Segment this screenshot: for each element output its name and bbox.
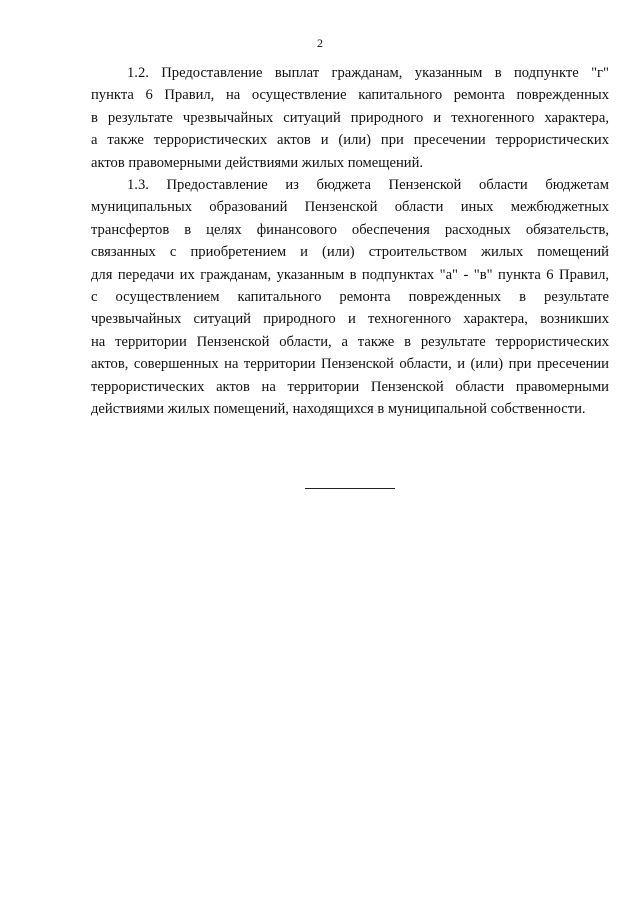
page-number: 2 (317, 36, 323, 50)
text-line: с осуществлением капитального ремонта поврежденных в результате (91, 289, 609, 306)
text-line: 1.3. Предоставление из бюджета Пензенской области бюджетам (127, 177, 609, 194)
text-line: актов, совершенных на территории Пензенской области, и (или) при пресечении (91, 356, 609, 373)
text-line: муниципальных образований Пензенской области иных межбюджетных (91, 199, 609, 216)
text-line: для передачи их гражданам, указанным в подпунктах "а" - "в" пункта 6 Правил, (91, 266, 609, 283)
text-line: связанных с приобретением и (или) строительством жилых помещений (91, 244, 609, 261)
text-line: 1.2. Предоставление выплат гражданам, указанным в подпункте "г" (127, 65, 609, 81)
end-separator-line (305, 488, 395, 489)
paragraph-1-2 (91, 62, 609, 174)
text-line: в результате чрезвычайных ситуаций природного и техногенного характера, (91, 109, 609, 126)
text-line: пункта 6 Правил, на осуществление капитального ремонта поврежденных (91, 87, 609, 104)
text-line: террористических актов на территории Пензенской области правомерными (91, 378, 609, 395)
text-line: на территории Пензенской области, а также в результате террористических (91, 333, 609, 350)
text-line: актов правомерными действиями жилых помещений. (91, 154, 424, 171)
text-line: действиями жилых помещений, находящихся в муниципальной собственности. (91, 401, 586, 418)
document-body (91, 62, 609, 421)
text-line: трансфертов в целях финансового обеспечения расходных обязательств, (91, 221, 609, 238)
text-line: а также террористических актов и (или) при пресечении террористических (91, 132, 609, 149)
text-line: чрезвычайных ситуаций природного и техногенного характера, возникших (91, 311, 609, 328)
paragraph-1-3 (91, 174, 609, 420)
